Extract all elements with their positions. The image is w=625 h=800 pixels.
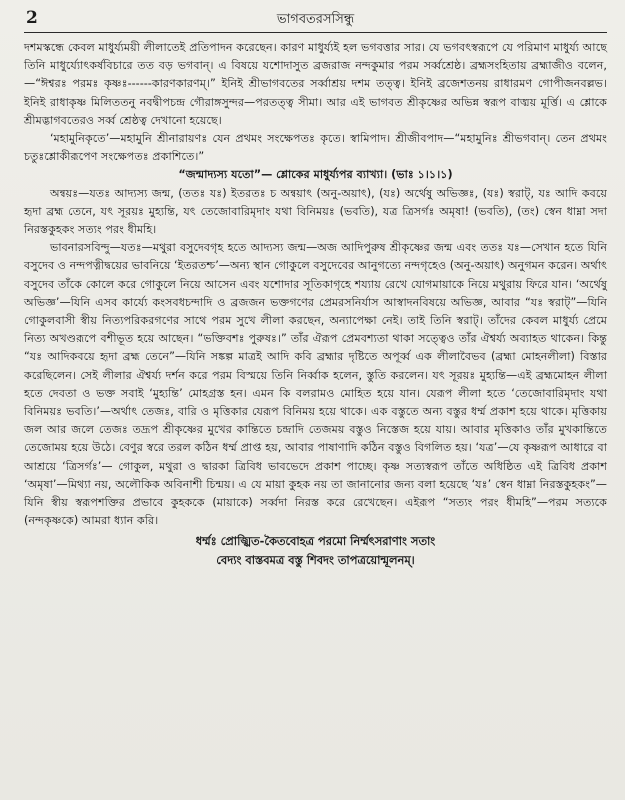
page-body — [24, 39, 607, 530]
paragraph-intro: দশমস্কন্ধে কেবল মাধুর্য্যময়ী লীলাতেই প্রতিপাদন করেছেন। কারণ মাধুর্য্যই হল ভগবত্তার সার। যে ভগবৎস্বরূপে যে পরিমাণ মাধুর্য্য আছে তিনি মাধুর্য্যোৎকর্ষবিচারে তত বড় ভগবান্। এ বিষয়ে যশোদাসুত ব্রজরাজ নন্দকুমার পরম সর্ব্বশ্রেষ্ঠ। ব্রহ্মসংহিতায় ব্রহ্মাজীও বলেন,—“ঈশ্বরঃ পরমঃ কৃষ্ণঃ------কারণকারণম্।” ইনিই শ্রীভাগবতের সর্ব্বাশ্রয় দশম তত্ত্ব। ইনিই ব্রজেশতনয় রাধারমণ গোপীজনবল্লভ। ইনিই রাধাকৃষ্ণ মিলিততনু নবদ্বীপচন্দ্র গৌরাঙ্গসুন্দর—পরতত্ত্ব সীমা। আর এই ভাগবত শ্রীকৃষ্ণের অভিন্ন স্বরূপ বাঙ্ময় মূর্ত্তি। এ শ্লোকে শ্রীমদ্ভাগবতেরও সর্ব্ব শ্রেষ্ঠত্ব দেখানো হয়েছে। — [24, 41, 607, 127]
page-header — [24, 8, 607, 33]
running-title: ভাগবতরসসিন্ধু — [276, 12, 355, 27]
verse-line: ধর্ম্মঃ প্রোজ্ঝিত-কৈতবোহত্র পরমো নির্ম্মৎসরাণাং সতাং — [195, 534, 436, 549]
paragraph-mahamuni: ‘মহামুনিকৃতে’—মহামুনি শ্রীনারায়ণঃ যেন প্রথমং সংক্ষেপতঃ কৃতে। স্বামিপাদ। শ্রীজীবপাদ—“মহামুনিঃ শ্রীভগবান্। তেন প্রথমং চতুঃশ্লোকীরূপেণ সংক্ষেপতঃ প্রকাশিতে।” — [24, 132, 607, 164]
closing-verse — [24, 532, 607, 570]
paragraph-anvaya: অন্বয়ঃ—যতঃ আদ্যস্য জন্ম, (ততঃ যঃ) ইতরতঃ চ অন্বয়াৎ (অনু-অয়াৎ), (যঃ) অর্থেষু অভিজ্ঞঃ, (যঃ) স্বরাট্, যঃ আদি কবয়ে হৃদা ব্রহ্ম তেনে, যৎ সূরয়ঃ মুহ্যন্তি, যৎ তেজোবারিমৃদাং যথা বিনিময়ঃ (ভবতি), যত্র ত্রিসর্গঃ অমৃষা! (ভবতি), (তং) স্বেন ধাম্না সদা নিরস্তকুহকং সত্যং পরং ধীমহি। — [24, 186, 607, 237]
section-heading: “জন্মাদ্যস্য যতো”— শ্লোকের মাধুর্য্যপর ব্যাখ্যা। (ভাঃ ১।১।১) — [178, 168, 453, 182]
paragraph-bhavana: ভাবনারসবিন্দু—যতঃ—মথুরা বসুদেবগৃহ হতে আদ্যস্য জন্ম—অজ আদিপুরুষ শ্রীকৃষ্ণের জন্ম এবং ততঃ যঃ—সেখান হতে যিনি বসুদেব ও নন্দপত্নীদ্বয়ের ভাবনিয়ে ‘ইতরতশ্চ’—অন্য স্থান গোকুলে বসুদেবের আনুগত্যে নন্দগৃহেও (অনু-অয়াৎ) অনুগমন করেন। অর্থাৎ বসুদেব তাঁকে কোলে করে গোকুলে নিয়ে আসেন এবং যশোদার সূতিকাগৃহে শয্যায় রেখে যোগমায়াকে নিয়ে মথুরায় ফিরে যান। ‘অর্থেষু অভিজ্ঞ’—যিনি এসব কার্য্যে কংসবধচন্দাদি ও ব্রজজন ভক্তগণের প্রেমরসনির্যাস আস্বাদনবিষয়ে অভিজ্ঞ, আবার “যঃ স্বরাট্”—যিনি গোকুলবাসী স্বীয় নিত্যপরিকরগণের সাথে পরম সুখে লীলা করছেন, অন্যাপেক্ষা নেই। তাই তিনি স্বরাট্। তাঁদের কেবল মাধুর্য্য প্রেমে নিত্য অখণ্ডরূপে বশীভূত হয়ে আছেন। “ভক্তিবশঃ পুরুষঃ।” তাঁর ঐরূপ প্রেমবশ্যতা থাকা সত্ত্বেও তাঁর ঐশ্বর্য্য অব্যাহত থাকেন। কিন্তু “যঃ আদিকবয়ে হৃদা ব্রহ্ম তেনে”—যিনি সঙ্কল্প মাত্রই আদি কবি ব্রহ্মার দৃষ্টিতে অপূর্ব্ব এক লীলাবৈভব (ব্রহ্মা মোহনলীলা) বিস্তার করেছিলেন। সেই লীলার ঐশ্বর্য্য দর্শন করে পরম বিস্ময়ে তিনি নিৰ্ব্বাক হলেন, স্তুতি করলেন। যৎ সূরয়ঃ মুহ্যন্তি—এই ব্রহ্মমোহন লীলা হতে দেবতা ও ভক্ত সবাই ‘মুহ্যন্তি’ মোহগ্রস্ত হন। এমন কি বলরামও মোহিত হয়ে যান। যেরূপ লীলা হতে ‘তেজোবারিমৃদাং যথা বিনিময়ঃ ভবতি।’—অর্থাৎ তেজঃ, বারি ও মৃত্তিকার যেরূপ বিনিময় হয়ে থাকে। এক বস্তুতে অন্য বস্তুর ধর্ম্ম প্রকাশ হয়ে থাকে। মৃত্তিকায় জল আর জলে তেজঃ তদ্রূপ শ্রীকৃষ্ণের মুখের কান্তিতে চন্দ্রাদি তেজময় বস্তুও নিস্তেজ হয়ে যায়। আবার মৃত্তিকাও তাঁর মুখকান্তিতে তেজোময় হয়ে উঠে। বেণুর স্বরে তরল কঠিন ধর্ম্ম প্রাপ্ত হয়, আবার পাষাণাদি কঠিন বস্তুও বিগলিত হয়। ‘যত্র’—যে কৃষ্ণরূপ আধারে বা আশ্রয়ে ‘ত্রিসর্গঃ’— গোকুল, মথুরা ও দ্বারকা ত্রিবিধ ভাবভেদে প্রকাশ পাচ্ছে। কৃষ্ণ সত্যস্বরূপ তাঁতে অধিষ্ঠিত এই ত্রিবিধ প্রকাশ ‘অমৃষা’—মিথ্যা নয়, অলৌকিক অবিনাশী চিন্ময়। এ যে মায়া কুহক নয় তা জানানোর জন্য বলা হয়েছে ‘যঃ’ স্বেন ধাম্না নিরস্তকুহকং”—যিনি স্বীয় স্বরূপশক্তির প্রভাবে কুহককে (মায়াকে) সর্ব্বদা নিরস্ত করে রেখেছেন। এইরূপ “সত্যং পরং ধীমহি”—পরম সত্যকে (নন্দকৃষ্ণকে) আমরা ধ্যান করি। — [24, 241, 607, 528]
page-number: 2 — [26, 8, 38, 28]
verse-line: বেদ্যং বাস্তবমত্র বস্তু শিবদং তাপত্রয়োন্মূলনম্। — [216, 553, 415, 568]
